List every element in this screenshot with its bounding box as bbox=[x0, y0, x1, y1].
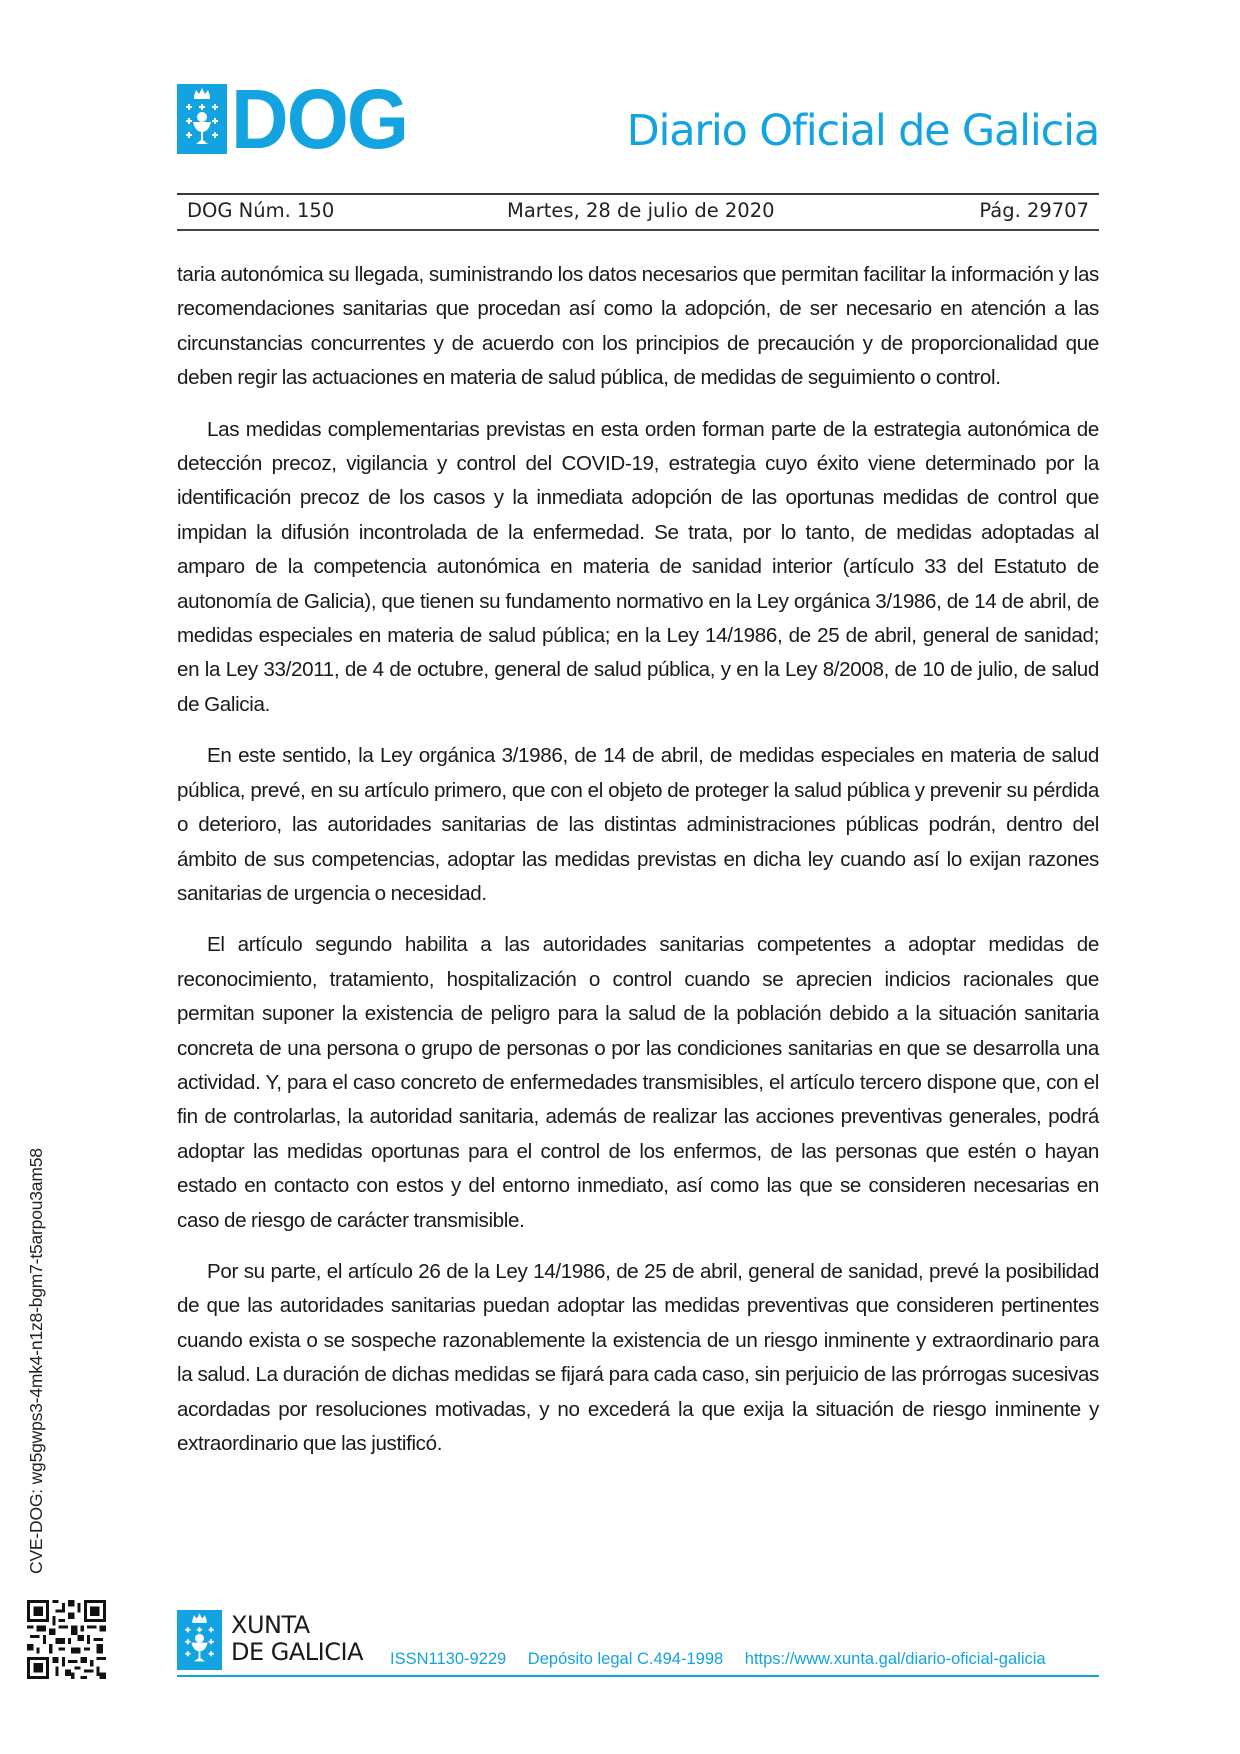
issue-date: Martes, 28 de julio de 2020 bbox=[507, 199, 775, 222]
footer-meta bbox=[390, 1650, 1046, 1669]
paragraph: En este sentido, la Ley orgánica 3/1986, de 14 de abril, de medidas especiales en materia de salud pública, prevé, en su artículo primero, que con el objeto de proteger la salud pública y prevenir su pérdida o deterioro, las autoridades sanitarias de las distintas administraciones públicas podrán, dentro del ámbito de sus competencias, adoptar las medidas previstas en dicha ley cuando así lo exijan razones sanitarias de urgencia o necesidad. bbox=[177, 744, 1099, 905]
xunta-de-galicia-logo bbox=[231, 1612, 363, 1666]
publication-title: Diario Oficial de Galicia bbox=[626, 106, 1099, 156]
cve-code: CVE-DOG: wg5gwps3-4mk4-n1z8-bgm7-t5arpou3am58 bbox=[26, 1148, 46, 1574]
xunta-line-2: DE GALICIA bbox=[231, 1638, 363, 1666]
issn: ISSN1130-9229 bbox=[390, 1650, 507, 1668]
paragraph: El artículo segundo habilita a las autoridades sanitarias competentes a adoptar medidas de reconocimiento, tratamiento, hospitalización o control cuando se aprecien indicios racionales que permitan suponer la existencia de peligro para la salud de la población debido a la situación sanitaria concreta de una persona o grupo de personas o por las condiciones sanitarias en que se desarrolla una actividad. Y, para el caso concreto de enfermedades transmisibles, el artículo tercero dispone que, con el fin de controlarlas, la autoridad sanitaria, además de realizar las acciones preventivas generales, podrá adoptar las medidas oportunas para el control de los enfermos, de las personas que estén o hayan estado en contacto con estos y del entorno inmediato, así como las que se consideren necesarias en caso de riesgo de carácter transmisible. bbox=[177, 933, 1099, 1232]
running-header bbox=[177, 197, 1099, 227]
page-number: Pág. 29707 bbox=[979, 199, 1089, 222]
paragraph: taria autonómica su llegada, suministrando los datos necesarios que permitan facilitar la información y las recomendaciones sanitarias que procedan así como la adopción, de ser necesario en atención a las circunstancias concurrentes y de acuerdo con los principios de precaución y de proporcionalidad que deben regir las actuaciones en materia de salud pública, de medidas de seguimiento o control. bbox=[177, 263, 1099, 390]
footer-rule bbox=[177, 1675, 1099, 1677]
paragraph: Por su parte, el artículo 26 de la Ley 14/1986, de 25 de abril, general de sanidad, prevé la posibilidad de que las autoridades sanitarias puedan adoptar las medidas preventivas que consideren pertinentes cuando exista o se sospeche razonablemente la existencia de un riesgo inminente y extraordinario para la salud. La duración de dichas medidas se fijará para cada caso, sin perjuicio de las prórrogas sucesivas acordadas por resoluciones motivadas, y no excederá la que exija la situación de riesgo inminente y extraordinario que las justificó. bbox=[177, 1259, 1099, 1455]
galicia-crest-icon bbox=[177, 84, 227, 154]
issue-number: DOG Núm. 150 bbox=[187, 199, 335, 222]
dog-logo bbox=[177, 72, 416, 166]
footer bbox=[177, 1610, 1099, 1680]
document-body bbox=[177, 258, 1099, 1478]
qr-code-icon[interactable] bbox=[27, 1600, 106, 1679]
header-rule-bottom bbox=[177, 229, 1099, 231]
header-rule-top bbox=[177, 193, 1099, 195]
xunta-line-1: XUNTA bbox=[231, 1611, 310, 1639]
masthead bbox=[177, 72, 1099, 166]
website-link[interactable]: https://www.xunta.gal/diario-oficial-galicia bbox=[744, 1650, 1046, 1668]
deposito-legal: Depósito legal C.494-1998 bbox=[527, 1650, 724, 1668]
xunta-crest-icon bbox=[177, 1610, 222, 1670]
dog-wordmark: DOG bbox=[231, 72, 408, 166]
paragraph: Las medidas complementarias previstas en esta orden forman parte de la estrategia autonómica de detección precoz, vigilancia y control del COVID-19, estrategia cuyo éxito viene determinado por la identificación precoz de los casos y la inmediata adopción de las oportunas medidas de control que impidan la difusión incontrolada de la enfermedad. Se trata, por lo tanto, de medidas adoptadas al amparo de la competencia autonómica en materia de sanidad interior (artículo 33 del Estatuto de autonomía de Galicia), que tienen su fundamento normativo en la Ley orgánica 3/1986, de 14 de abril, de medidas especiales en materia de salud pública; en la Ley 14/1986, de 25 de abril, general de sanidad; en la Ley 33/2011, de 4 de octubre, general de salud pública, y en la Ley 8/2008, de 10 de julio, de salud de Galicia. bbox=[177, 417, 1099, 716]
